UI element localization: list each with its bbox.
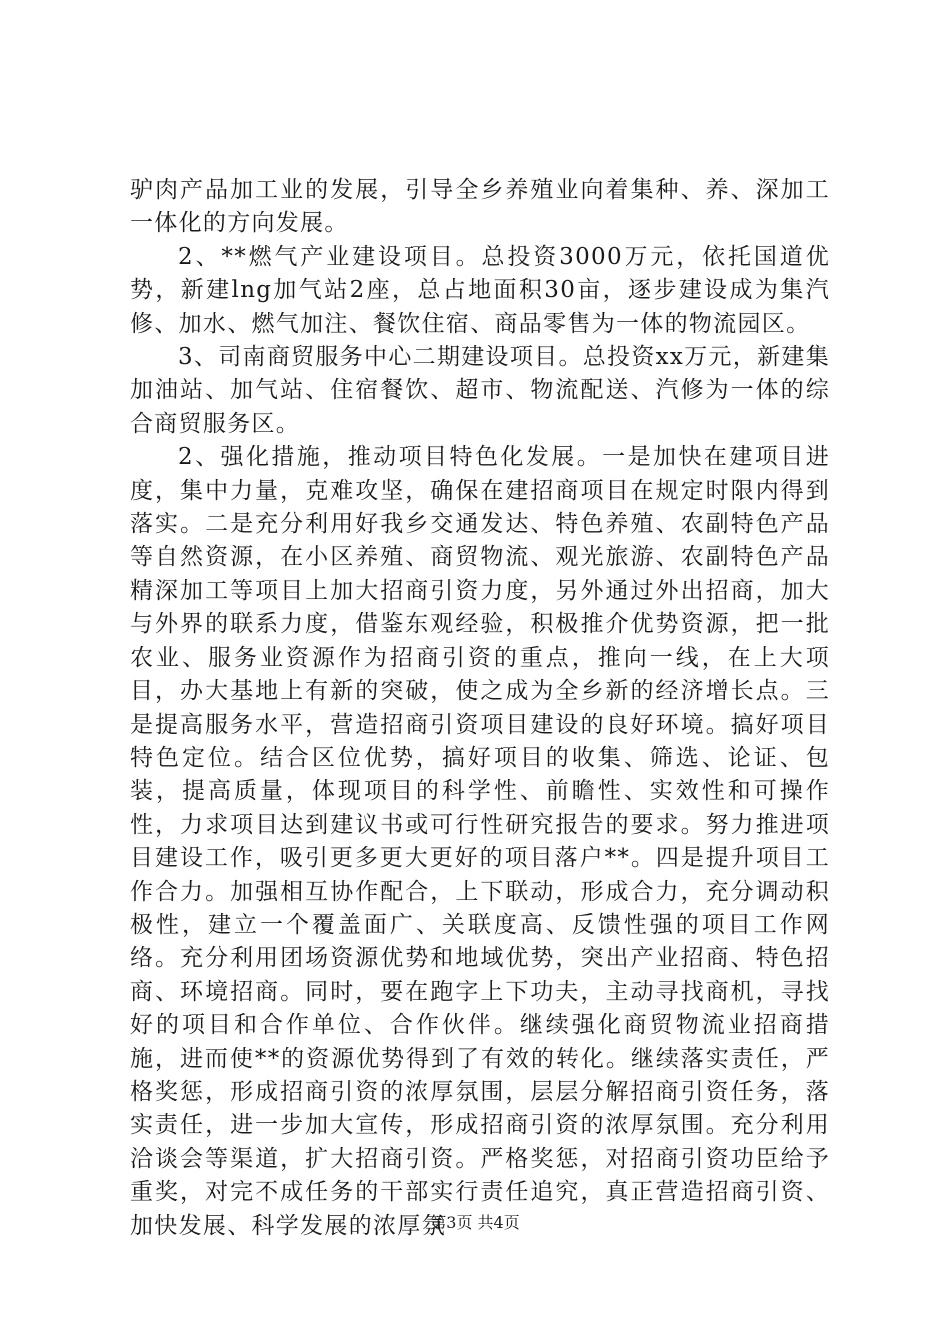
paragraph-2: 2、**燃气产业建设项目。总投资3000万元，依托国道优势，新建lng加气站2座，总占地面积30亩，逐步建设成为集汽修、加水、燃气加注、餐饮住宿、商品零售为一体的物流园区。 bbox=[130, 243, 830, 337]
document-body bbox=[130, 174, 830, 1243]
page-number-footer: 第3页 共4页 bbox=[430, 1213, 520, 1232]
paragraph-4: 2、强化措施，推动项目特色化发展。一是加快在建项目进度，集中力量，克难攻坚，确保在建招商项目在规定时限内得到落实。二是充分利用好我乡交通发达、特色养殖、农副特色产品等自然资源，在小区养殖、商贸物流、观光旅游、农副特色产品精深加工等项目上加大招商引资力度，另外通过外出招商，加大与外界的联系力度，借鉴东观经验，积极推介优势资源，把一批农业、服务业资源作为招商引资的重点，推向一线，在上大项目，办大基地上有新的突破，使之成为全乡新的经济增长点。三是提高服务水平，营造招商引资项目建设的良好环境。搞好项目特色定位。结合区位优势，搞好项目的收集、筛选、论证、包装，提高质量，体现项目的科学性、前瞻性、实效性和可操作性，力求项目达到建议书或可行性研究报告的要求。努力推进项目建设工作，吸引更多更大更好的项目落户**。四是提升项目工作合力。加强相互协作配合，上下联动，形成合力，充分调动积极性，建立一个覆盖面广、关联度高、反馈性强的项目工作网络。充分利用团场资源优势和地域优势，突出产业招商、特色招商、环境招商。同时，要在跑字上下功夫，主动寻找商机，寻找好的项目和合作单位、合作伙伴。继续强化商贸物流业招商措施，进而使**的资源优势得到了有效的转化。继续落实责任，严格奖惩，形成招商引资的浓厚氛围，层层分解招商引资任务，落实责任，进一步加大宣传，形成招商引资的浓厚氛围。充分利用洽谈会等渠道，扩大招商引资。严格奖惩，对招商引资功臣给予重奖，对完不成任务的干部实行责任追究，真正营造招商引资、加快发展、科学发展的浓厚氛 bbox=[130, 444, 830, 1239]
paragraph-3: 3、司南商贸服务中心二期建设项目。总投资xx万元，新建集加油站、加气站、住宿餐饮、超市、物流配送、汽修为一体的综合商贸服务区。 bbox=[130, 344, 830, 437]
paragraph-1: 驴肉产品加工业的发展，引导全乡养殖业向着集种、养、深加工一体化的方向发展。 bbox=[130, 177, 830, 237]
